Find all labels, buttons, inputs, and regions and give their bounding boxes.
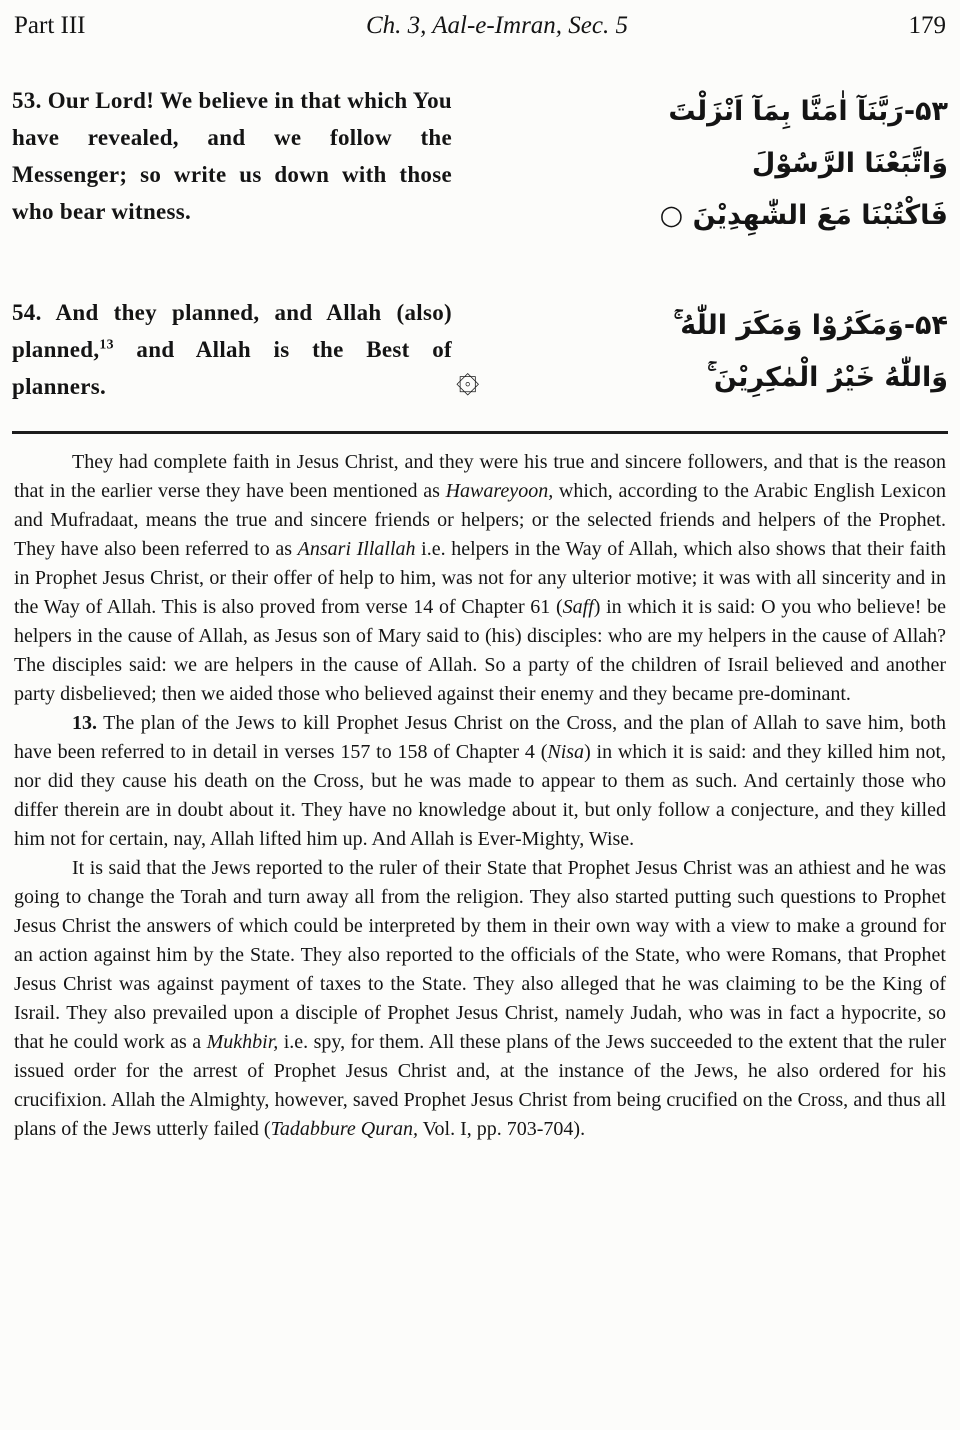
header-part-label: Part III xyxy=(14,12,86,39)
arabic-line: ۵۴-وَمَكَرُوْا وَمَكَرَ اللّٰهُ ۚ xyxy=(673,309,948,341)
verse-53-translation: 53. Our Lord! We believe in that which You have revealed, and we follow the Messenger; so write us down with those who bear witness. xyxy=(12,88,452,224)
commentary-section xyxy=(12,448,948,1144)
verse-54-arabic xyxy=(452,296,948,404)
section-divider xyxy=(12,431,948,434)
commentary-paragraph-footnote-13: 13. The plan of the Jews to kill Prophet Jesus Christ on the Cross, and the plan of Allah to save him, both have been referred to in detail in verses 157 to 158 of Chapter 4 (Nisa) in which it is said: and they killed him not, nor did they cause his death on the Cross, but he was made to appear to them as such. And certainly those who differ therein are in doubt about it. They have no knowledge about it, but only follow a conjecture, and they killed him not for certain, nay, Allah lifted him up. And Allah is Ever-Mighty, Wise. xyxy=(14,712,946,850)
arabic-line: فَاكْتُبْنَا مَعَ الشّٰهِدِيْنَ ○ xyxy=(659,200,948,231)
verse-53-arabic xyxy=(452,82,948,242)
verse-54-translation: 54. And they planned, and Allah (also) planned,$^{13}$ and Allah is the Best of planners. xyxy=(12,300,452,399)
verses-section xyxy=(12,82,948,405)
commentary-paragraph: It is said that the Jews reported to the ruler of their State that Prophet Jesus Christ was an athiest and he was going to change the Torah and turn away all from the religion. They also started putting such questions to Prophet Jesus Christ the answers of which could be interpreted by them in their own way with a view to make a ground for an action against him by the State. They also reported to the officials of the State, who were Romans, that Prophet Jesus Christ was against payment of taxes to the State. They also alleged that he was claiming to be the King of Israil. They also prevailed upon a disciple of Prophet Jesus Christ, namely Judah, who was in fact a hypocrite, so that he could work as a Mukhbir, i.e. spy, for them. All these plans of the Jews succeeded to the extent that the ruler issued order for the arrest of Prophet Jesus Christ and, at the instance of the Jews, he also ordered for his crucifixion. Allah the Almighty, however, saved Prophet Jesus Christ from being crucified on the Cross, and thus all plans of the Jews utterly failed (Tadabbure Quran, Vol. I, pp. 703-704). xyxy=(14,857,946,1140)
arabic-line: وَاتَّبَعْنَا الرَّسُوْلَ xyxy=(751,148,948,179)
header-page-number: 179 xyxy=(908,12,946,39)
page-header xyxy=(12,12,948,40)
verse-54-row xyxy=(12,294,948,405)
commentary-paragraph: They had complete faith in Jesus Christ, and they were his true and sincere followers, and that is the reason that in the earlier verse they have been mentioned as Hawareyoon, which, according to the Arabic English Lexicon and Mufradaat, means the true and sincere friends or helpers; or the selected friends and helpers of the Prophet. They have also been referred to as Ansari Illallah i.e. helpers in the Way of Allah, which also shows that their faith in Prophet Jesus Christ, or their offer of help to him, was not for any ulterior motive; it was with all sincerity and in the Way of Allah. This is also proved from verse 14 of Chapter 61 (Saff) in which it is said: O you who believe! be helpers in the cause of Allah, as Jesus son of Mary said to (his) disciples: who are my helpers in the cause of Allah? The disciples said: we are helpers in the cause of Allah. So a party of the children of Israil believed and another party disbelieved; then we aided those who believed against their enemy and they became pre-dominant. xyxy=(14,451,946,705)
header-chapter-title: Ch. 3, Aal-e-Imran, Sec. 5 xyxy=(366,12,628,39)
arabic-line: وَاللّٰهُ خَيْرُ الْمٰكِرِيْنَ ۚ xyxy=(707,361,948,393)
arabic-line-with-ruku xyxy=(456,352,948,404)
verse-53-row xyxy=(12,82,948,242)
ruku-ornament-icon: ۞ xyxy=(456,354,480,401)
arabic-line: ۵۳-رَبَّنَآ اٰمَنَّا بِمَآ اَنْزَلْتَ xyxy=(668,96,948,127)
